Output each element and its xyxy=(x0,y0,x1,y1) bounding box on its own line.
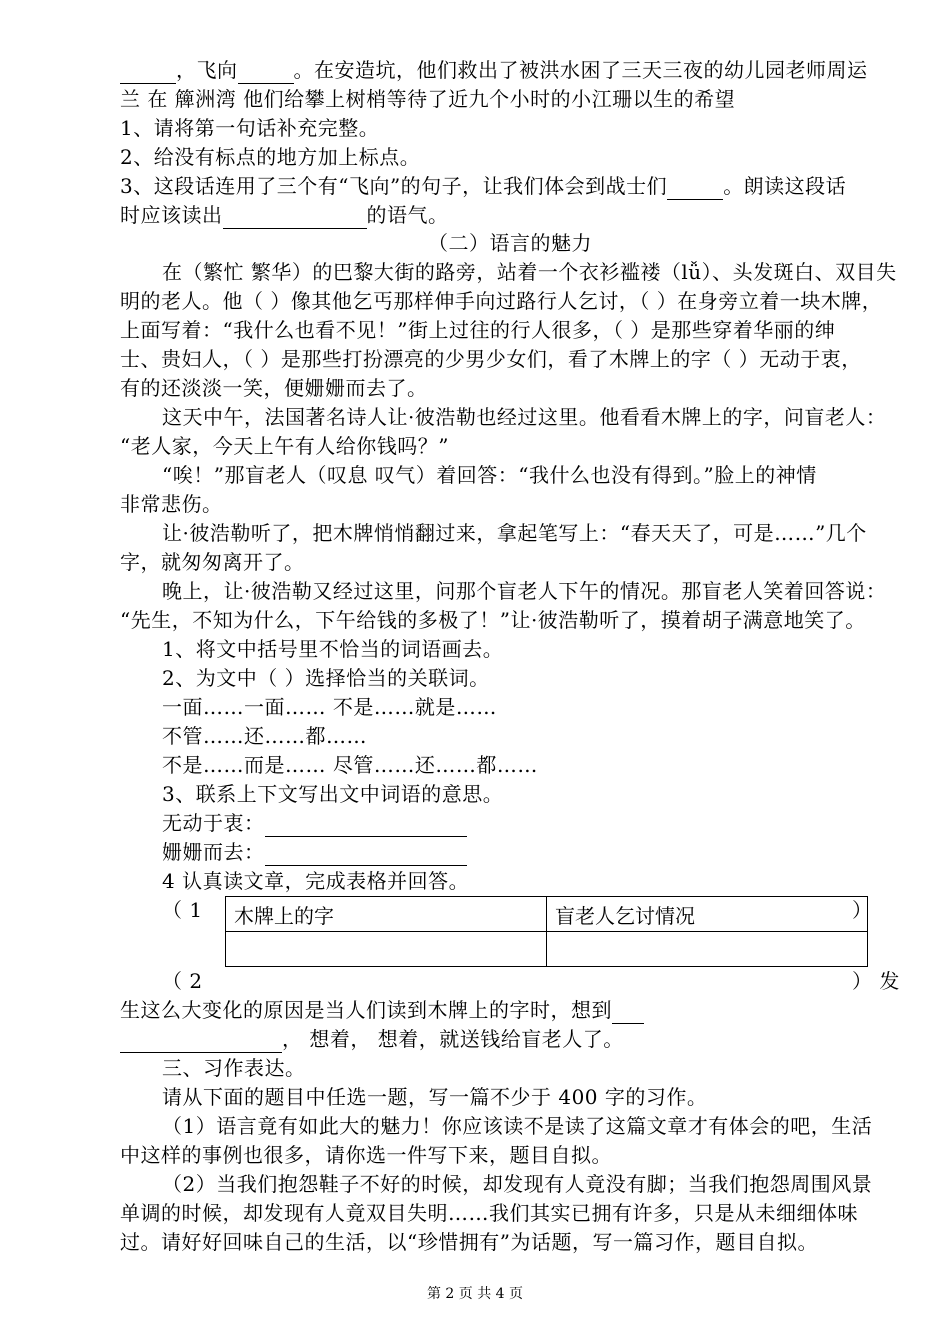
blank[interactable] xyxy=(667,177,723,200)
table-header-cell: 木牌上的字 xyxy=(226,897,547,932)
essay-option: （2）当我们抱怨鞋子不好的时候，却发现有人竟没有脚；当我们抱怨周围风景 xyxy=(162,1172,873,1196)
table-cell[interactable] xyxy=(226,932,547,967)
question: 4 认真读文章，完成表格并回答。 xyxy=(162,869,470,893)
option-line: 不是……而是…… 尽管……还……都…… xyxy=(162,753,538,777)
text-line: ， 想着， 想着，就送钱给盲老人了。 xyxy=(120,1025,624,1053)
paragraph-line: 晚上，让·彼浩勒又经过这里，问那个盲老人下午的情况。那盲老人笑着回答说： xyxy=(162,579,887,603)
blank[interactable] xyxy=(612,1001,644,1024)
answer-table xyxy=(225,896,868,967)
blank[interactable] xyxy=(223,206,367,229)
word-meaning: 无动于衷： xyxy=(162,809,467,837)
paragraph-line: 上面写着：“我什么也看不见！”街上过往的行人很多，（ ）是那些穿着华丽的绅 xyxy=(120,318,836,342)
essay-option: 中这样的事例也很多，请你选一件写下来，题目自拟。 xyxy=(120,1143,612,1167)
blank[interactable] xyxy=(238,61,294,84)
table-header-row xyxy=(226,897,868,932)
paragraph-line: 士、贵妇人，（ ）是那些打扮漂亮的少男少女们，看了木牌上的字（ ）无动于衷， xyxy=(120,347,862,371)
paragraph-line: 在（繁忙 繁华）的巴黎大街的路旁，站着一个衣衫褴褛（lǚ）、头发斑白、双目失 xyxy=(162,260,897,284)
table-cell[interactable] xyxy=(547,932,868,967)
paragraph-line: “唉！”那盲老人（叹息 叹气）着回答：“我什么也没有得到。”脸上的神情 xyxy=(162,463,817,487)
subquestion-paren: ） 发 xyxy=(852,969,900,993)
table-header-cell: 盲老人乞讨情况 xyxy=(547,897,868,932)
subquestion-paren: ） xyxy=(852,898,873,922)
paragraph-line: 非常悲伤。 xyxy=(120,492,223,516)
question: 时应该读出 的语气。 xyxy=(120,203,449,227)
blank[interactable] xyxy=(120,61,176,84)
paragraph-line: 让·彼浩勒听了，把木牌悄悄翻过来，拿起笔写上：“春天天了，可是……”几个 xyxy=(162,521,867,545)
instruction: 请从下面的题目中任选一题，写一篇不少于 400 字的习作。 xyxy=(162,1085,708,1109)
question: 2、为文中（ ）选择恰当的关联词。 xyxy=(162,666,490,690)
section-title: （二）语言的魅力 xyxy=(428,231,592,255)
paragraph-line: “先生，不知为什么，下午给钱的多极了！”让·彼浩勒听了，摸着胡子满意地笑了。 xyxy=(120,608,866,632)
text-line: 生这么大变化的原因是当人们读到木牌上的字时，想到 xyxy=(120,996,644,1024)
essay-option: （1）语言竟有如此大的魅力！你应该读不是读了这篇文章才有体会的吧，生活 xyxy=(162,1114,873,1138)
text-line: ，飞向 。在安造坑，他们救出了被洪水困了三天三夜的幼儿园老师周运 xyxy=(120,56,868,84)
paragraph-line: 这天中午，法国著名诗人让·彼浩勒也经过这里。他看看木牌上的字，问盲老人： xyxy=(162,405,887,429)
paragraph-line: 有的还淡淡一笑，便姗姗而去了。 xyxy=(120,376,428,400)
word-meaning: 姗姗而去： xyxy=(162,838,467,866)
paragraph-line: 字，就匆匆离开了。 xyxy=(120,550,305,574)
question: 3、这段话连用了三个有“飞向”的句子，让我们体会到战士们 。朗读这段话 xyxy=(120,174,847,198)
answer-blank[interactable] xyxy=(265,814,467,837)
paragraph-line: 明的老人。他（ ）像其他乞丐那样伸手向过路行人乞讨，（ ）在身旁立着一块木牌， xyxy=(120,289,883,313)
subquestion-label: （ 2 xyxy=(162,969,203,993)
page-footer: 第 2 页 共 4 页 xyxy=(426,1286,524,1302)
text-line: 兰 在 簰洲湾 他们给攀上树梢等待了近九个小时的小江珊以生的希望 xyxy=(120,87,736,111)
paragraph-line: “老人家，今天上午有人给你钱吗？” xyxy=(120,434,449,458)
question: 1、将文中括号里不恰当的词语画去。 xyxy=(162,637,504,661)
question: 3、联系上下文写出文中词语的意思。 xyxy=(162,782,504,806)
section-title: 三、习作表达。 xyxy=(162,1056,306,1080)
essay-option: 单调的时候，却发现有人竟双目失明……我们其实已拥有许多，只是从未细细体味 xyxy=(120,1201,858,1225)
blank[interactable] xyxy=(120,1030,282,1053)
option-line: 一面……一面…… 不是……就是…… xyxy=(162,695,497,719)
option-line: 不管……还……都…… xyxy=(162,724,367,748)
subquestion-label: （ 1 xyxy=(162,898,203,922)
question: 2、给没有标点的地方加上标点。 xyxy=(120,145,421,169)
question: 1、请将第一句话补充完整。 xyxy=(120,116,380,140)
essay-option: 过。请好好回味自己的生活，以“珍惜拥有”为话题，写一篇习作，题目自拟。 xyxy=(120,1230,818,1254)
table-row xyxy=(226,932,868,967)
answer-blank[interactable] xyxy=(265,843,467,866)
